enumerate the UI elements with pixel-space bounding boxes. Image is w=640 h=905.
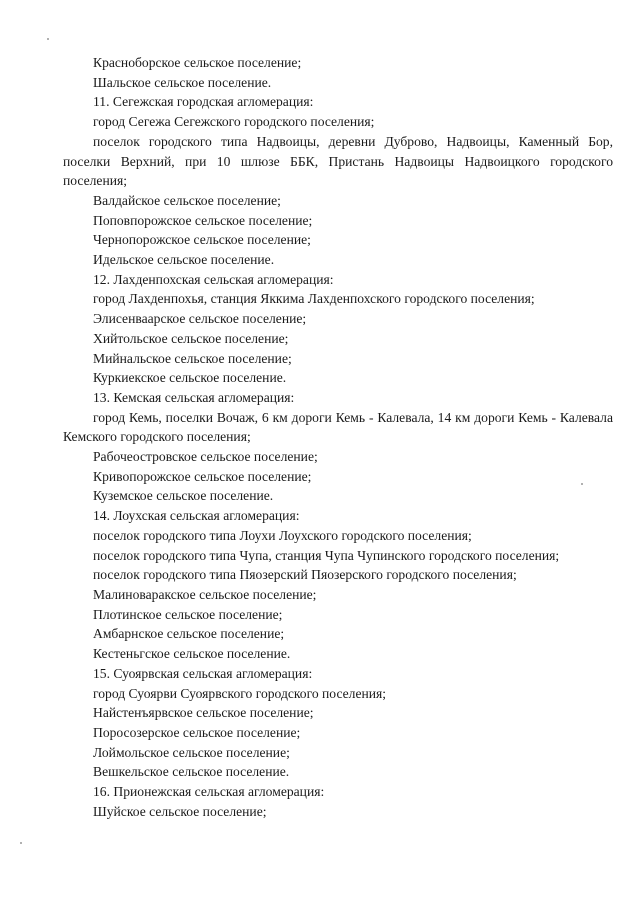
section-heading: 14. Лоухская сельская агломерация: [93, 508, 300, 524]
text-line: город Сегежа Сегежского городского поселения; [93, 114, 375, 130]
text-line: Шальское сельское поселение. [93, 74, 272, 90]
text-paragraph: город Кемь, поселки Вочаж, 6 км дороги Кемь - Калевала, 14 км дороги Кемь - Калевала Кемского городского поселения; [63, 409, 613, 445]
section-heading: 11. Сегежская городская агломерация: [93, 94, 314, 110]
text-line: поселок городского типа Пяозерский Пяозерского городского поселения; [93, 567, 517, 583]
text-line: Вешкельское сельское поселение. [93, 764, 290, 780]
text-line: город Суоярви Суоярвского городского поселения; [93, 685, 387, 701]
text-line: Куркиекское сельское поселение. [93, 370, 287, 386]
text-line: Поросозерское сельское поселение; [93, 724, 301, 740]
section-heading: 15. Суоярвская сельская агломерация: [93, 665, 313, 681]
text-line: Куземское сельское поселение. [93, 488, 274, 504]
text-line: Идельское сельское поселение. [93, 252, 275, 268]
section-heading: 12. Лахденпохская сельская агломерация: [93, 271, 334, 287]
text-line: Хийтольское сельское поселение; [93, 330, 289, 346]
text-line: Кривопорожское сельское поселение; [93, 468, 312, 484]
text-line: Валдайское сельское поселение; [93, 192, 281, 208]
text-line: Красноборское сельское поселение; [93, 55, 302, 70]
section-heading: 16. Прионежская сельская агломерация: [93, 784, 325, 800]
text-line: Поповпорожское сельское поселение; [93, 212, 313, 228]
scan-speck [47, 38, 49, 40]
document-body [63, 53, 613, 821]
text-line: Кестеньгское сельское поселение. [93, 646, 291, 662]
section-heading: 13. Кемская сельская агломерация: [93, 389, 295, 405]
text-line: Шуйское сельское поселение; [93, 803, 267, 819]
text-line: Элисенваарское сельское поселение; [93, 311, 307, 327]
text-paragraph: поселок городского типа Чупа, станция Чупа Чупинского городского поселения; [93, 547, 560, 563]
text-line: Рабочеостровское сельское поселение; [93, 449, 318, 465]
text-line: Чернопорожское сельское поселение; [93, 232, 311, 248]
text-paragraph: поселок городского типа Надвоицы, деревни Дуброво, Надвоицы, Каменный Бор, поселки Верхний, при 10 шлюзе ББК, Пристань Надвоицы Надвоицкого городского поселения; [63, 133, 613, 189]
text-line: Мийнальское сельское поселение; [93, 350, 292, 366]
text-line: поселок городского типа Лоухи Лоухского городского поселения; [93, 527, 472, 543]
text-line: город Лахденпохья, станция Яккима Лахденпохского городского поселения; [93, 291, 535, 307]
text-line: Найстенъярвское сельское поселение; [93, 705, 314, 721]
scan-speck [20, 842, 22, 844]
text-line: Плотинское сельское поселение; [93, 606, 283, 622]
text-line: Лоймольское сельское поселение; [93, 744, 290, 760]
text-line: Амбарнское сельское поселение; [93, 626, 285, 642]
text-line: Малиноваракское сельское поселение; [93, 586, 317, 602]
